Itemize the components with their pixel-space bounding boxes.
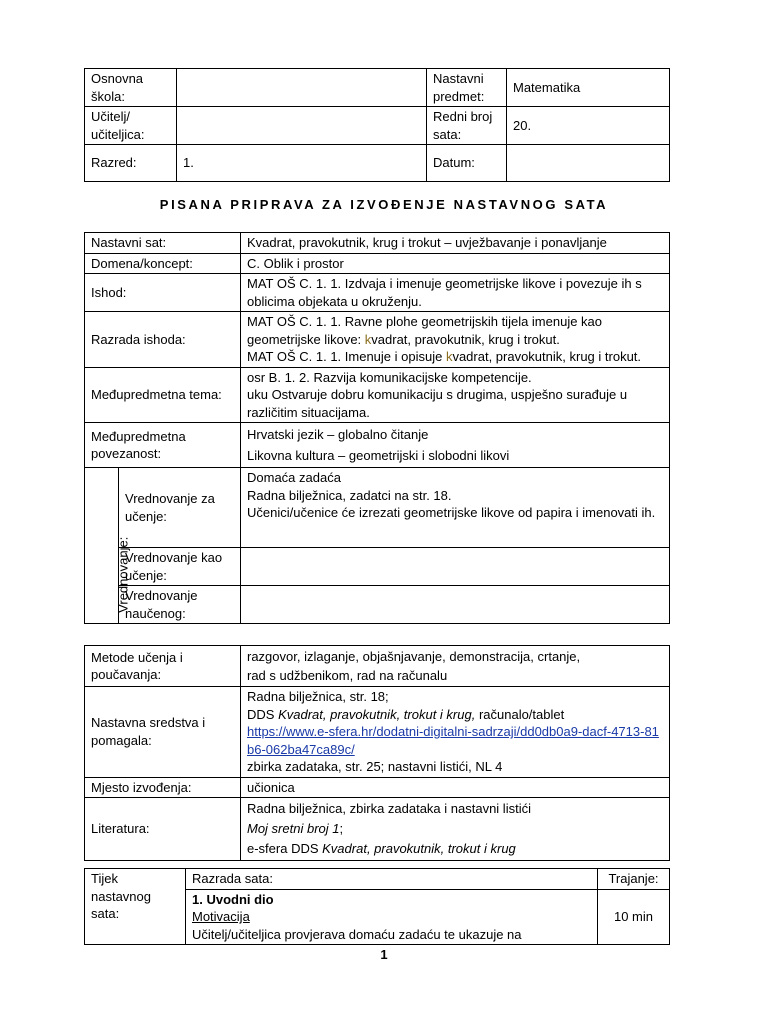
duration-value: 10 min bbox=[598, 889, 670, 945]
place-value: učionica bbox=[241, 777, 670, 798]
page-number: 1 bbox=[380, 947, 388, 962]
cross-link-value: Hrvatski jezik – globalno čitanje Likovna kultura – geometrijski i slobodni likovi bbox=[241, 423, 670, 468]
assessment-for-value: Domaća zadaća Radna bilježnica, zadatci na str. 18. Učenici/učenice će izrezati geometrijske likove od papira i imenovati ih. bbox=[241, 468, 670, 548]
grade-label: Razred: bbox=[85, 145, 177, 182]
lesson-value: Kvadrat, pravokutnik, krug i trokut – uvježbavanje i ponavljanje bbox=[241, 233, 670, 254]
assessment-as-label: Vrednovanje kao učenje: bbox=[119, 548, 241, 586]
header-table bbox=[84, 68, 670, 182]
school-label: Osnovna škola: bbox=[85, 69, 177, 107]
subject-label: Nastavni predmet: bbox=[427, 69, 507, 107]
aids-label: Nastavna sredstva i pomagala: bbox=[85, 687, 241, 778]
part-title: 1. Uvodni dio bbox=[192, 891, 274, 907]
intro-part bbox=[186, 889, 598, 945]
methods-table bbox=[84, 645, 670, 861]
plan-header: Razrada sata: bbox=[186, 869, 598, 890]
assessment-label: Vrednovanje: bbox=[85, 468, 119, 624]
literature-value: Radna bilježnica, zbirka zadataka i nastavni listići Moj sretni broj 1; e-sfera DDS Kvadrat, pravokutnik, trokut i krug bbox=[241, 798, 670, 861]
place-label: Mjesto izvođenja: bbox=[85, 777, 241, 798]
date-label: Datum: bbox=[427, 145, 507, 182]
lesson-label: Nastavni sat: bbox=[85, 233, 241, 254]
methods-label: Metode učenja i poučavanja: bbox=[85, 646, 241, 687]
aids-value: Radna bilježnica, str. 18; DDS Kvadrat, pravokutnik, trokut i krug, računalo/tablet https://www.e-sfera.hr/dodatni-digitalni-sadrzaji/dd0db0a9-dacf-4713-81b6-062ba47ca89c/ zbirka zadataka, str. 25; nastavni listići, NL 4 bbox=[241, 687, 670, 778]
assessment-of-label: Vrednovanje naučenog: bbox=[119, 586, 241, 624]
motivation-text: Učitelj/učiteljica provjerava domaću zadaću te ukazuje na bbox=[192, 926, 522, 942]
literature-label: Literatura: bbox=[85, 798, 241, 861]
elaboration-label: Razrada ishoda: bbox=[85, 312, 241, 368]
methods-value: razgovor, izlaganje, objašnjavanje, demonstracija, crtanje, rad s udžbenikom, rad na računalu bbox=[241, 646, 670, 687]
teacher-label: Učitelj/ učiteljica: bbox=[85, 107, 177, 145]
document-title: PISANA PRIPRAVA ZA IZVOĐENJE NASTAVNOG SATA bbox=[159, 197, 609, 212]
lesson-number-value: 20. bbox=[507, 107, 670, 145]
domain-label: Domena/koncept: bbox=[85, 253, 241, 274]
elaboration-value: MAT OŠ C. 1. 1. Ravne plohe geometrijskih tijela imenuje kao geometrijske likove: kvadrat, pravokutnik, krug i trokut. MAT OŠ C. 1. 1. Imenuje i opisuje kvadrat, pravokutnik, krug i trokut. bbox=[241, 312, 670, 368]
lesson-flow-table bbox=[84, 868, 670, 945]
domain-value: C. Oblik i prostor bbox=[241, 253, 670, 274]
motivation-label: Motivacija bbox=[192, 909, 250, 924]
duration-header: Trajanje: bbox=[598, 869, 670, 890]
grade-value: 1. bbox=[177, 145, 427, 182]
cross-link-label: Međupredmetna povezanost: bbox=[85, 423, 241, 468]
lesson-plan-table bbox=[84, 232, 670, 624]
lesson-number-label: Redni broj sata: bbox=[427, 107, 507, 145]
flow-label: Tijek nastavnog sata: bbox=[85, 869, 186, 945]
assessment-for-label: Vrednovanje za učenje: bbox=[119, 468, 241, 548]
assessment-of-value bbox=[241, 586, 670, 624]
date-value bbox=[507, 145, 670, 182]
school-value bbox=[177, 69, 427, 107]
outcome-label: Ishod: bbox=[85, 274, 241, 312]
teacher-value bbox=[177, 107, 427, 145]
outcome-value: MAT OŠ C. 1. 1. Izdvaja i imenuje geometrijske likove i povezuje ih s oblicima objekata u okruženju. bbox=[241, 274, 670, 312]
cross-theme-value: osr B. 1. 2. Razvija komunikacijske kompetencije. uku Ostvaruje dobru komunikaciju s drugima, uspješno surađuje u različitim situacijama. bbox=[241, 367, 670, 423]
e-sfera-link[interactable]: https://www.e-sfera.hr/dodatni-digitalni-sadrzaji/dd0db0a9-dacf-4713-81b6-062ba47ca89c/ bbox=[247, 724, 659, 757]
assessment-as-value bbox=[241, 548, 670, 586]
subject-value: Matematika bbox=[507, 69, 670, 107]
cross-theme-label: Međupredmetna tema: bbox=[85, 367, 241, 423]
